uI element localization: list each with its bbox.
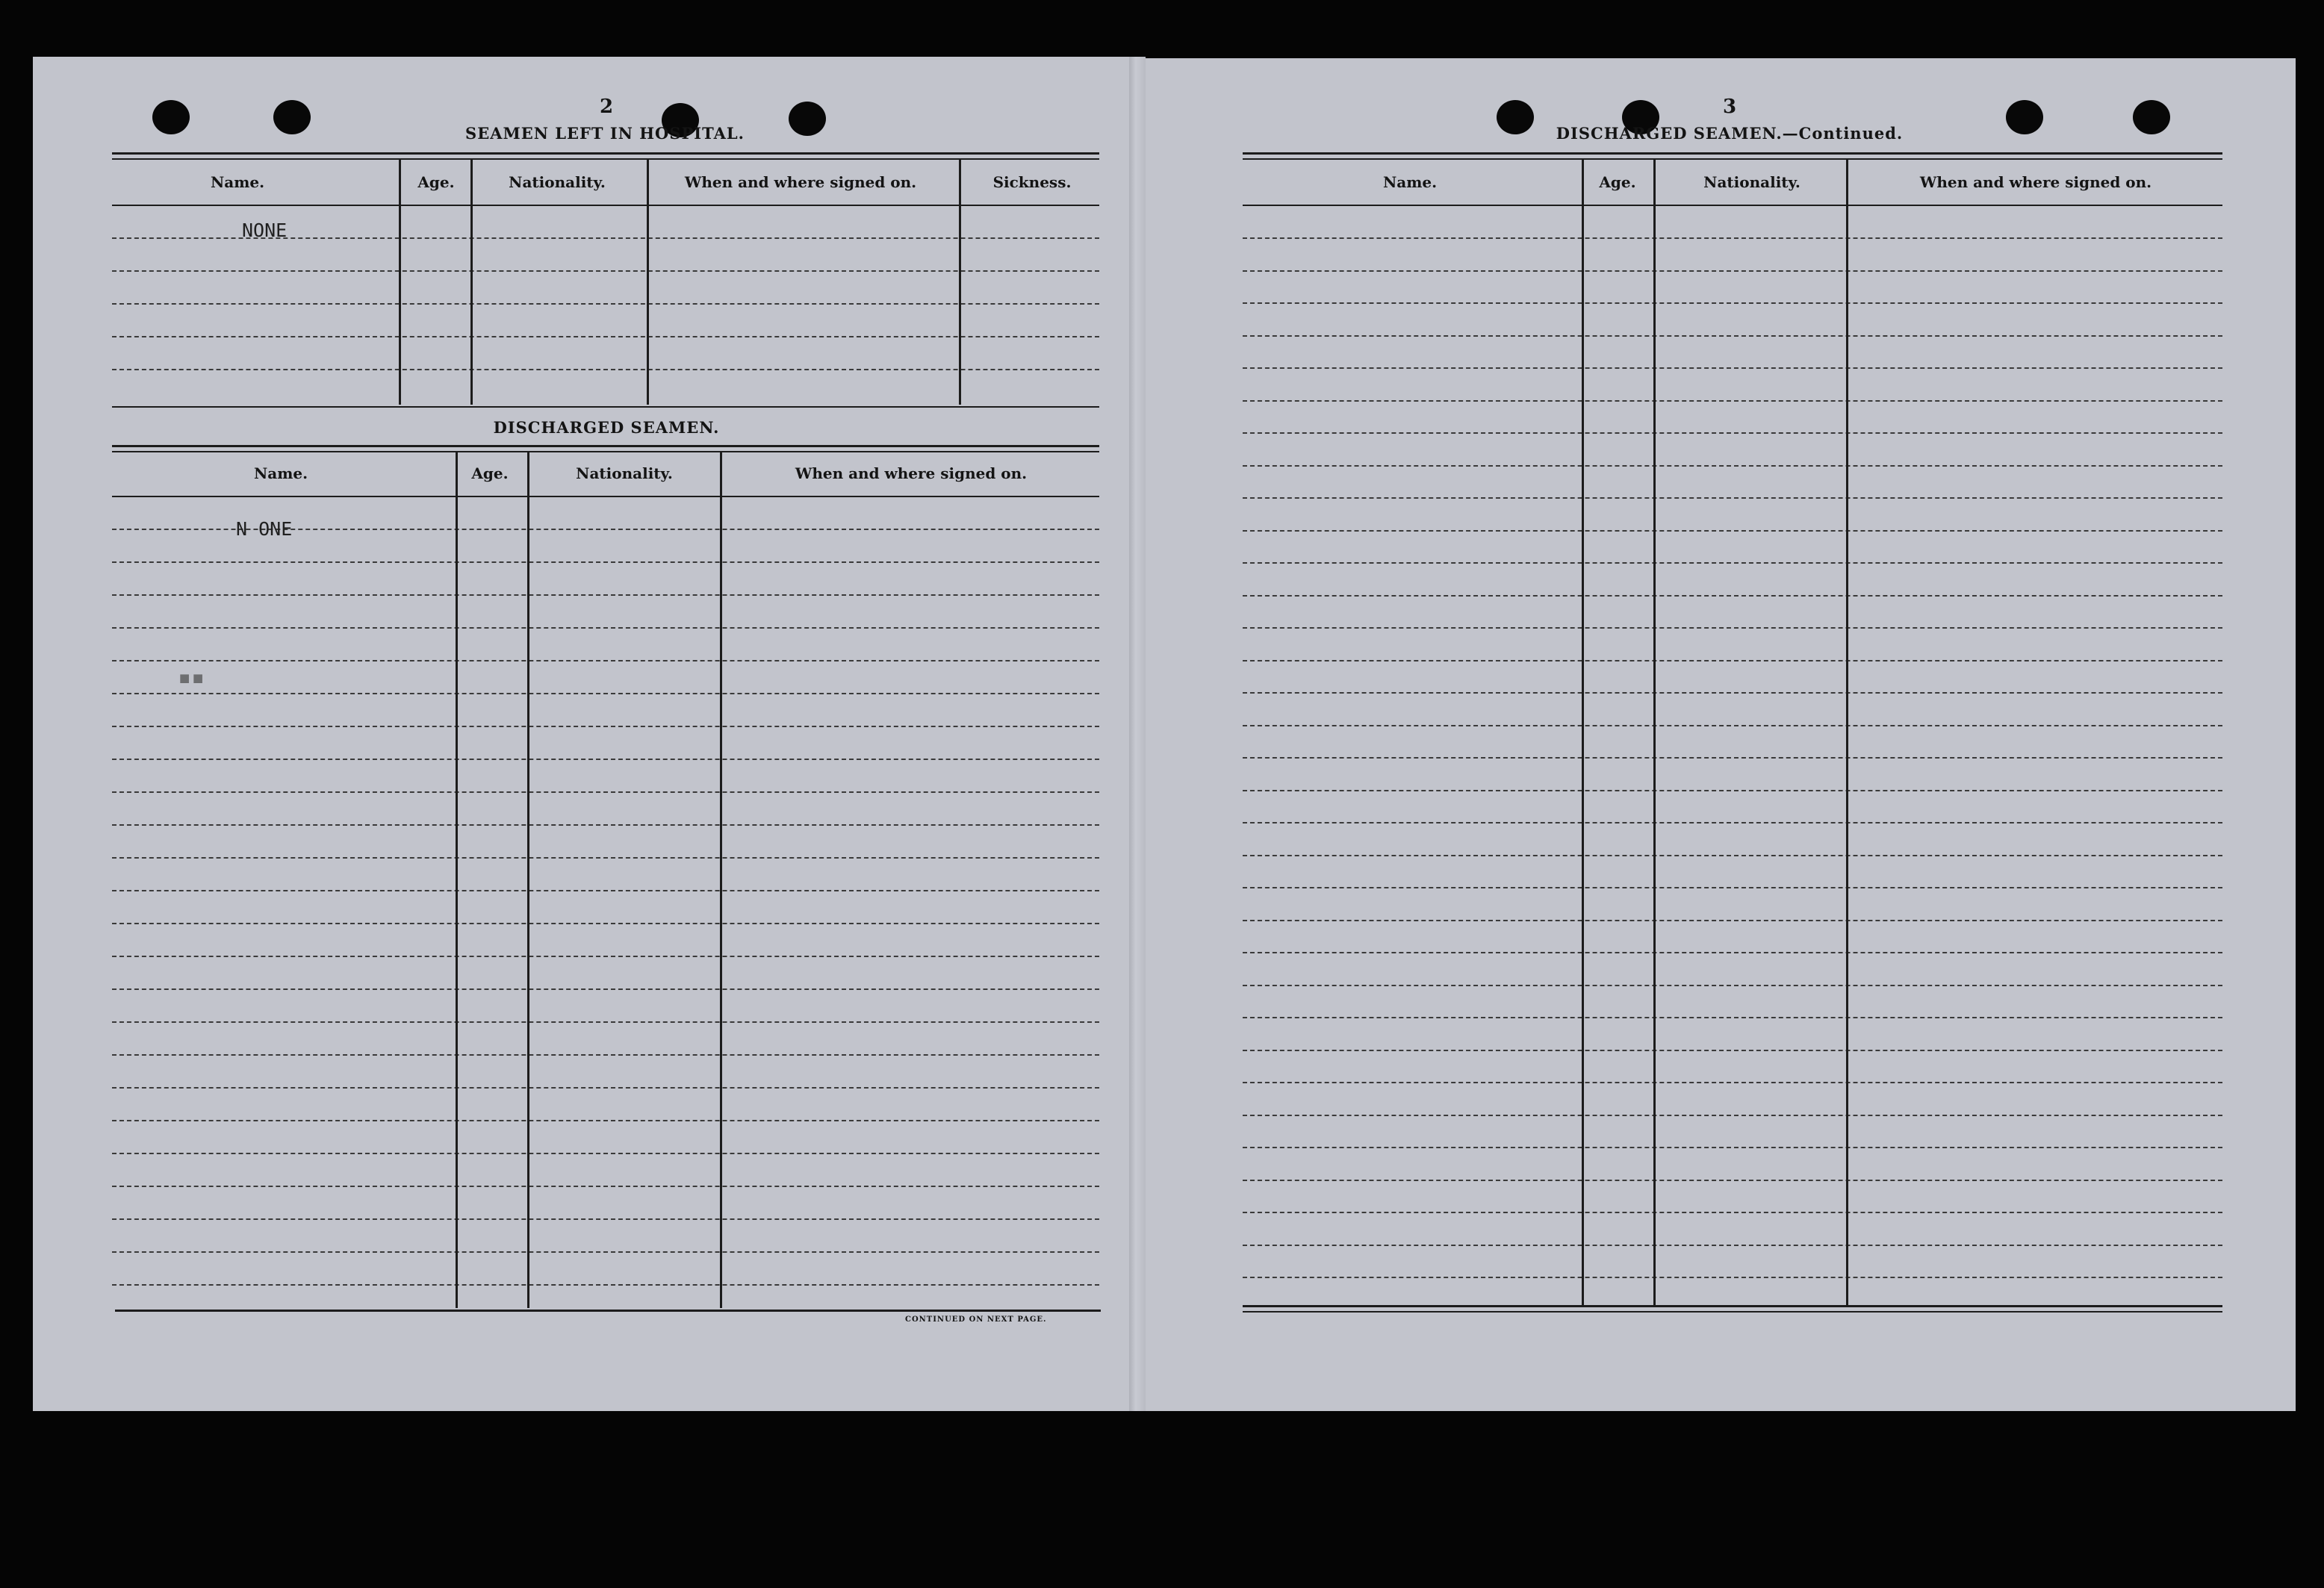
ledger-row-line: [1243, 1115, 2222, 1116]
ledger-row-line: [1243, 367, 2222, 369]
column-divider: [959, 158, 961, 405]
ledger-row-line: [1243, 1277, 2222, 1278]
ledger-row-line: [112, 1218, 1099, 1220]
ledger-row-line: [1243, 660, 2222, 661]
ledger-row-line: [112, 693, 1099, 694]
ledger-row-line: [1243, 1147, 2222, 1148]
ledger-row-line: [112, 791, 1099, 793]
ledger-row-line: [1243, 302, 2222, 304]
column-divider: [1846, 158, 1848, 1305]
ledger-row-line: [1243, 595, 2222, 597]
ledger-row-line: [112, 1153, 1099, 1154]
table-rule: [1243, 1311, 2222, 1313]
punch-hole: [152, 100, 190, 134]
ledger-row-line: [1243, 400, 2222, 402]
ledger-row-line: [112, 660, 1099, 661]
col-header-sickness: Sickness.: [992, 173, 1072, 191]
table-rule: [112, 158, 1099, 160]
ledger-row-line: [112, 824, 1099, 826]
ledger-row-line: [1243, 1017, 2222, 1018]
column-divider: [470, 158, 473, 405]
ledger-row-line: [112, 923, 1099, 924]
ledger-row-line: [112, 594, 1099, 596]
ledger-row-line: [1243, 725, 2222, 726]
punch-hole: [273, 100, 311, 134]
ledger-row-line: [112, 988, 1099, 990]
col-header-age: Age.: [1599, 173, 1636, 191]
table-rule: [112, 445, 1099, 447]
ledger-row-line: [112, 890, 1099, 891]
ledger-row-line: [112, 303, 1099, 305]
ledger-row-line: [1243, 237, 2222, 239]
col-header-name: Name.: [253, 464, 308, 482]
ledger-row-line: [112, 270, 1099, 272]
ledger-row-line: [112, 1251, 1099, 1253]
col-header-name: Name.: [1382, 173, 1438, 191]
ledger-row-line: [1243, 335, 2222, 337]
ledger-row-line: [112, 857, 1099, 859]
ledger-row-line: [1243, 985, 2222, 986]
ledger-row-line: [112, 956, 1099, 957]
table-rule: [115, 1310, 1101, 1312]
punch-hole: [789, 102, 826, 136]
ledger-row-line: [1243, 1180, 2222, 1181]
ledger-row-line: [112, 759, 1099, 760]
ledger-row-line: [1243, 757, 2222, 759]
punch-hole: [2133, 100, 2170, 134]
column-divider: [456, 451, 458, 1308]
hospital-rows: [112, 237, 1099, 402]
page-spine: [1129, 57, 1146, 1411]
ledger-row-line: [1243, 920, 2222, 921]
ledger-row-line: [1243, 1082, 2222, 1083]
ledger-row-line: [112, 726, 1099, 727]
ledger-row-line: [1243, 822, 2222, 823]
ledger-row-line: [112, 1284, 1099, 1286]
col-header-nationality: Nationality.: [509, 173, 606, 191]
ledger-row-line: [1243, 1050, 2222, 1051]
ledger-row-line: [1243, 952, 2222, 953]
table-rule: [1243, 1305, 2222, 1307]
ledger-row-line: [1243, 497, 2222, 499]
table-rule: [1243, 205, 2222, 206]
column-divider: [720, 451, 722, 1308]
table-rule: [112, 496, 1099, 497]
discharged-rows-right: [1243, 237, 2222, 1298]
ledger-row-line: [1243, 270, 2222, 272]
faint-mark: ▪▪: [178, 664, 205, 691]
ledger-row-line: [1243, 465, 2222, 467]
ledger-row-line: [1243, 887, 2222, 888]
ledger-row-line: [112, 336, 1099, 337]
col-header-signed-on: When and where signed on.: [684, 173, 917, 191]
hospital-entry-name: NONE: [242, 219, 288, 241]
punch-hole: [2006, 100, 2043, 134]
ledger-row-line: [1243, 855, 2222, 856]
ledger-row-line: [1243, 1245, 2222, 1246]
ledger-row-line: [1243, 790, 2222, 791]
col-header-age: Age.: [471, 464, 509, 482]
table-rule: [1243, 158, 2222, 160]
table-rule: [112, 152, 1099, 155]
ledger-row-line: [112, 1186, 1099, 1187]
ledger-row-line: [1243, 530, 2222, 532]
table-rule: [1243, 152, 2222, 155]
ledger-row-line: [112, 1120, 1099, 1121]
ledger-row-line: [112, 1087, 1099, 1089]
table-rule: [112, 451, 1099, 452]
ledger-row-line: [1243, 562, 2222, 564]
continued-footer: CONTINUED ON NEXT PAGE.: [905, 1315, 1047, 1324]
page-number-left: 2: [599, 96, 614, 118]
col-header-age: Age.: [417, 173, 455, 191]
page-number-right: 3: [1722, 96, 1737, 118]
ledger-row-line: [1243, 432, 2222, 434]
ledger-row-line: [112, 1021, 1099, 1023]
column-divider: [399, 158, 401, 405]
ledger-row-line: [112, 627, 1099, 629]
table-rule: [112, 406, 1099, 408]
punch-hole: [1497, 100, 1534, 134]
column-divider: [647, 158, 649, 405]
column-divider: [1582, 158, 1584, 1305]
col-header-nationality: Nationality.: [576, 464, 673, 482]
ledger-row-line: [112, 1054, 1099, 1056]
table-rule: [112, 205, 1099, 206]
discharged-section-title: DISCHARGED SEAMEN.: [493, 418, 720, 437]
ledger-row-line: [1243, 692, 2222, 694]
column-divider: [1653, 158, 1656, 1305]
col-header-name: Name.: [210, 173, 265, 191]
col-header-signed-on: When and where signed on.: [1919, 173, 2152, 191]
discharged-rows-left: [112, 529, 1099, 1305]
hospital-section-title: SEAMEN LEFT IN HOSPITAL.: [465, 124, 745, 143]
ledger-row-line: [1243, 627, 2222, 629]
ledger-row-line: [112, 369, 1099, 370]
discharged-entry-name: N ONE: [236, 518, 293, 540]
discharged-continued-title: DISCHARGED SEAMEN.—Continued.: [1556, 124, 1904, 143]
col-header-nationality: Nationality.: [1703, 173, 1801, 191]
column-divider: [527, 451, 529, 1308]
col-header-signed-on: When and where signed on.: [795, 464, 1028, 482]
ledger-row-line: [1243, 1212, 2222, 1213]
ledger-row-line: [112, 561, 1099, 563]
